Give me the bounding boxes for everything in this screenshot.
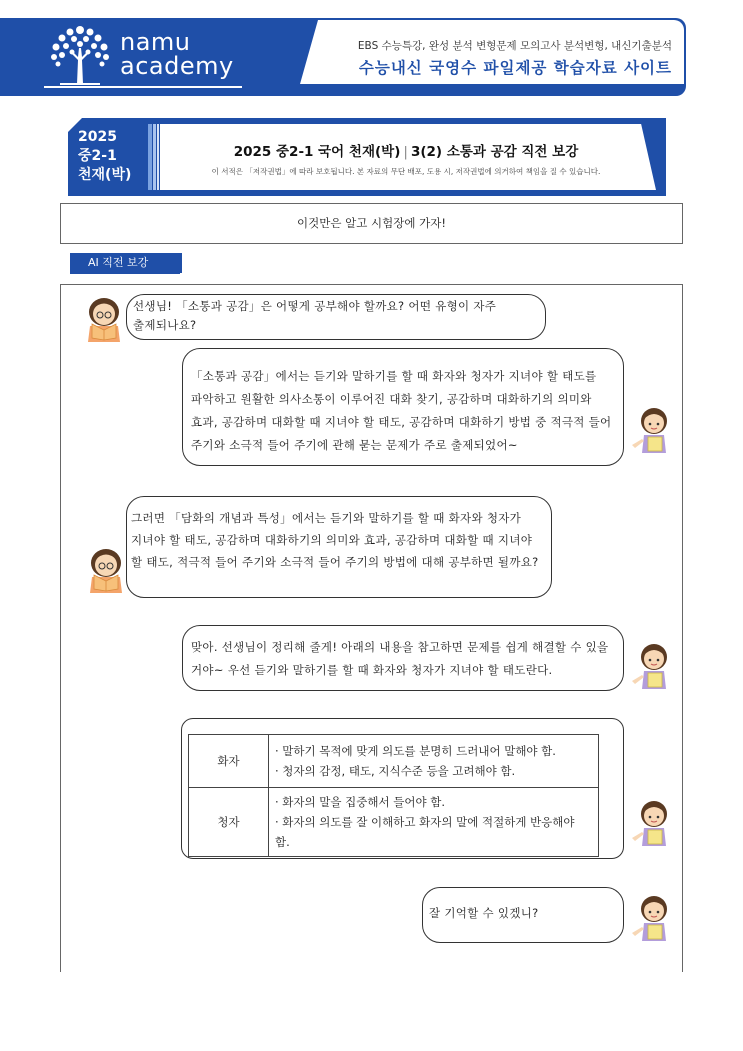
brand-logo-text: namu academy [120, 28, 234, 80]
points-cell [269, 788, 599, 857]
subtitle-box: 이것만은 알고 시험장에 가자! [60, 203, 683, 244]
teacher-avatar-icon [630, 798, 674, 846]
badge-year: 2025 [78, 129, 117, 145]
list-item: · 말하기 목적에 맞게 의도를 분명히 드러내어 말해야 함. [275, 744, 556, 758]
section-tag-underline [70, 272, 180, 274]
points-cell [269, 735, 599, 788]
role-cell: 화자 [189, 735, 269, 788]
table-row [189, 735, 599, 788]
header-subtitle: EBS 수능특강, 완성 분석 변형문제 모의고사 분석변형, 내신기출분석 [357, 40, 672, 52]
tree-logo-icon [46, 22, 114, 88]
header-title: 수능내신 국영수 파일제공 학습자료 사이트 [358, 59, 672, 77]
grade-badge [78, 128, 152, 185]
list-item: · 화자의 말을 집중해서 들어야 함. [275, 795, 446, 809]
table-row [189, 788, 599, 857]
teacher-avatar-icon [630, 641, 674, 689]
student-speech-bubble: 그러면 「담화의 개념과 특성」에서는 듣기와 말하기를 할 때 화자와 청자가 지녀야 할 태도, 공감하며 대화하기의 의미와 효과, 공감하며 대화할 때 지녀야 할 태도, 적극적 들어 주기와 소극적 들어 주기의 방법에 대해 공부하면 될까요? [126, 496, 552, 598]
speaker-listener-table [188, 734, 599, 857]
teacher-speech-bubble: 잘 기억할 수 있겠니? [422, 887, 624, 943]
banner-stripe [157, 124, 159, 190]
badge-publisher: 천재(박) [78, 167, 132, 183]
copyright-notice: 이 서적은 「저작권법」에 따라 보호됩니다. 본 자료의 무단 배포, 도용 시, 저작권법에 의거하여 책임을 질 수 있습니다. [211, 167, 601, 176]
teacher-avatar-icon [630, 405, 674, 453]
student-avatar-icon [82, 294, 126, 342]
student-speech-bubble: 선생님! 「소통과 공감」은 어떻게 공부해야 할까요? 어떤 유형이 자주 출제되나요? [126, 294, 546, 340]
section-tag: AI 직전 보강 [70, 253, 182, 273]
teacher-speech-bubble: 「소통과 공감」에서는 듣기와 말하기를 할 때 화자와 청자가 지녀야 할 태도를 파악하고 원활한 의사소통이 이루어진 대화 찾기, 공감하며 대화하기의 의미와 효과, 공감하며 대화할 때 지녀야 할 태도, 공감하며 대화하기 방법 중 적극적 들어 주기와 소극적 들어 주기에 관해 묻는 문제가 주로 출제되었어~ [182, 348, 624, 466]
student-avatar-icon [84, 545, 128, 593]
banner-stripe [153, 124, 156, 190]
teacher-speech-bubble: 맞아. 선생님이 정리해 줄게! 아래의 내용을 참고하면 문제를 쉽게 해결할 수 있을 거야~ 우선 듣기와 말하기를 할 때 화자와 청자가 지녀야 할 태도란다. [182, 625, 624, 691]
list-item: · 청자의 감정, 태도, 지식수준 등을 고려해야 함. [275, 764, 516, 778]
role-cell: 청자 [189, 788, 269, 857]
document-title: 2025 중2-1 국어 천재(박) | 3(2) 소통과 공감 직전 보강 [233, 144, 579, 160]
teacher-avatar-icon [630, 893, 674, 941]
logo-underline [44, 86, 242, 88]
list-item: · 화자의 의도를 잘 이해하고 화자의 말에 적절하게 반응해야 함. [275, 815, 575, 849]
badge-grade: 중2-1 [78, 148, 117, 164]
